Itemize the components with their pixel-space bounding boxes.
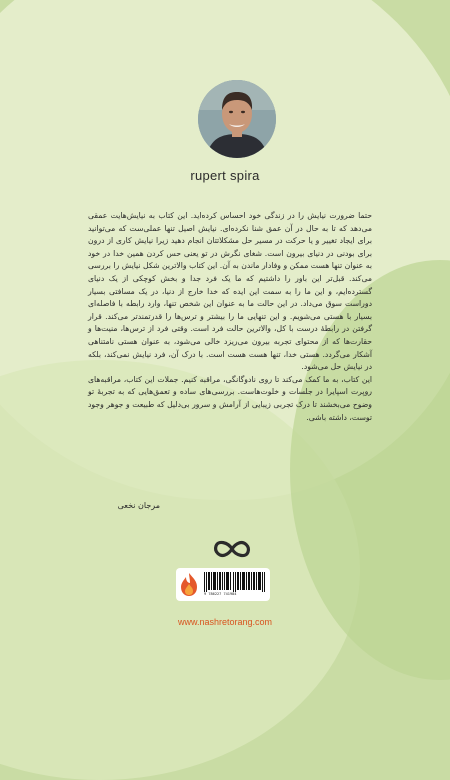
flame-logo bbox=[178, 572, 200, 597]
blurb-paragraph-1: حتما ضرورت نیایش را در زندگی خود احساس کرده‌اید. این کتاب به نیایش‌هایت عمقی می‌دهد که تا به حال در آن عمق شنا نکرده‌ای. نیایش اصیل تنها عملی‌ست که می‌توانید برای ایجاد تغییر و یا حرکت در مسیر حل مشکلاتتان انجام دهید زیرا نیایش کاری از درون برای بودنی در دنیای بیرون است. شغای نگرش در تو یعنی حس کردن همین خدا در خود به عنوان تنها هست ممکن و وفادار ماندن به آن. این کتاب والاترین شکل نیایش را بررسی می‌کند. قبل‌تر این باور را داشتیم که ما یک فرد جدا و بخش کوچکی از یک دنیای گسترده‌ایم، و این ما را به سمت این ایده که خدا خارج از دنیا، در یک مسافتی بسیار دوراست سوق می‌داد. در این حالت ما به عنوان این شخص تنها، وارد رابطه با فاصله‌ای بسیار با هستی می‌شویم. و این تنهایی ما را بیشتر و ترس‌ها را قدرتمندتر می‌کند. قرار گرفتن در رابطهٔ درست با کل، والاترین حالت فرد است. وقتی فرد از ترس‌ها، منیت‌ها و حقارت‌ها که از محتوای تجربه بیرون می‌ریزد خالی می‌شود، به عنوان هستی نامتناهی آشکار می‌گردد. هستی خدا، تنها هست هست است. با درک آن، فرد نیایش نمی‌کند، بلکه در نیایش حل می‌شود. bbox=[88, 211, 372, 372]
author-name: rupert spira bbox=[190, 168, 260, 183]
author-photo bbox=[198, 80, 276, 158]
barcode-panel bbox=[176, 568, 270, 601]
translator-name: مرجان نخعی bbox=[117, 501, 160, 510]
isbn-barcode bbox=[204, 572, 266, 592]
back-cover-blurb bbox=[88, 210, 372, 424]
isbn-digits: 9 786227 741984 bbox=[204, 592, 237, 596]
publisher-website[interactable]: www.nashretorang.com bbox=[177, 617, 273, 627]
blurb-paragraph-2: این کتاب، به ما کمک می‌کند تا روی نادوگانگی، مراقبه کنیم. جملات این کتاب، مراقبه‌های روپرت اسپایرا در جلسات و خلوت‌هاست. بررسی‌های ساده و تعمق‌هایی که به تجربهٔ تو وضوح می‌بخشند تا درک تجربی زیبایی از آرامش و سرور بی‌دلیل که طبیعت و جوهر وجود توست، داشته باشی. bbox=[88, 374, 372, 422]
infinity-icon bbox=[210, 538, 254, 560]
